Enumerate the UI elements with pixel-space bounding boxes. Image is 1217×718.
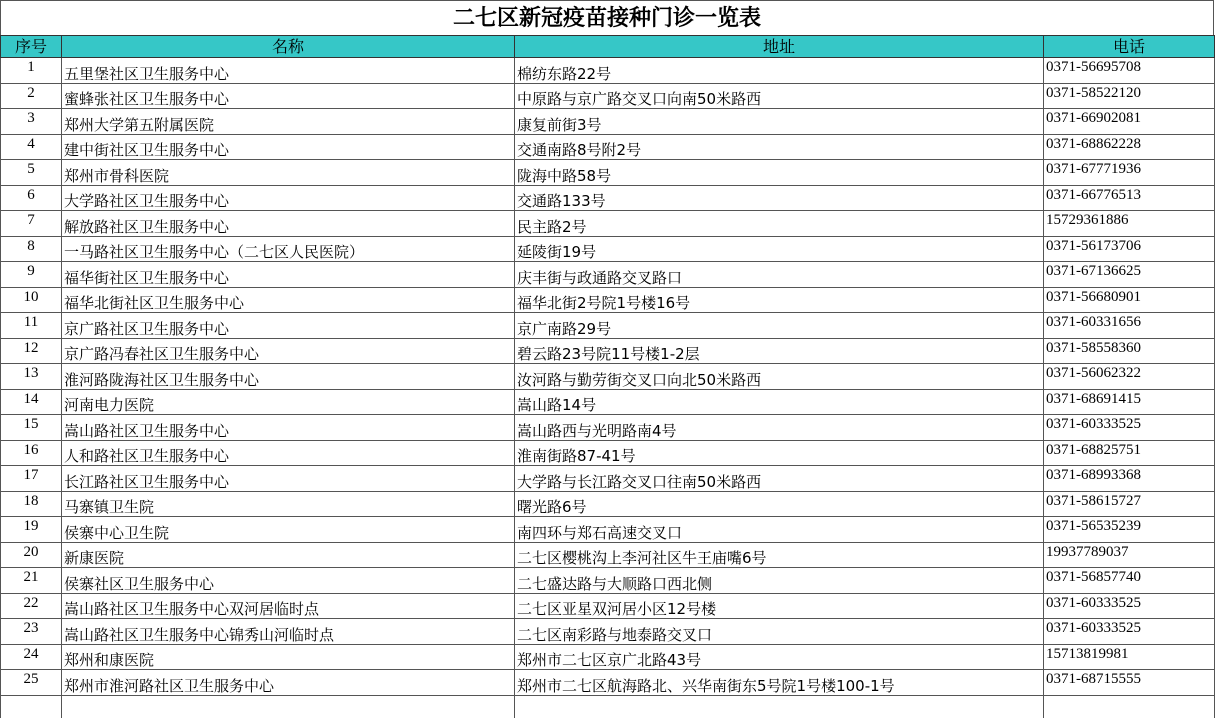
cell-address[interactable]: 大学路与长江路交叉口往南50米路西 [515, 466, 1044, 492]
cell-phone[interactable]: 19937789037 [1044, 542, 1215, 568]
cell-address[interactable]: 延陵街19号 [515, 236, 1044, 262]
cell-name[interactable]: 建中街社区卫生服务中心 [62, 134, 515, 160]
cell-phone[interactable]: 0371-56062322 [1044, 364, 1215, 390]
table-row [1, 491, 1215, 517]
header-row [1, 36, 1215, 58]
cell-address[interactable]: 嵩山路西与光明路南4号 [515, 415, 1044, 441]
cell-address[interactable]: 淮南街路87-41号 [515, 440, 1044, 466]
cell-index[interactable]: 15 [1, 415, 62, 441]
table-row [1, 313, 1215, 339]
cell-phone[interactable]: 0371-68715555 [1044, 670, 1215, 696]
table-row [1, 134, 1215, 160]
cell-address[interactable]: 汝河路与勤劳街交叉口向北50米路西 [515, 364, 1044, 390]
cell-address[interactable]: 南四环与郑石高速交叉口 [515, 517, 1044, 543]
cell-address[interactable]: 福华北街2号院1号楼16号 [515, 287, 1044, 313]
cell-name[interactable]: 侯寨中心卫生院 [62, 517, 515, 543]
cell-phone[interactable]: 0371-66776513 [1044, 185, 1215, 211]
header-address[interactable]: 地址 [515, 36, 1044, 58]
header-phone[interactable]: 电话 [1044, 36, 1215, 58]
table-row [1, 211, 1215, 237]
cell-address[interactable]: 京广南路29号 [515, 313, 1044, 339]
cell-index[interactable]: 23 [1, 619, 62, 645]
sheet-title: 二七区新冠疫苗接种门诊一览表 [0, 0, 1214, 35]
table-row [1, 58, 1215, 84]
cell-index[interactable]: 1 [1, 58, 62, 84]
cell-phone[interactable]: 0371-60331656 [1044, 313, 1215, 339]
cell-name[interactable]: 长江路社区卫生服务中心 [62, 466, 515, 492]
cell-index[interactable]: 14 [1, 389, 62, 415]
table-row [1, 593, 1215, 619]
cell-index[interactable]: 9 [1, 262, 62, 288]
cell-index[interactable]: 25 [1, 670, 62, 696]
table-row [1, 619, 1215, 645]
cell-address[interactable]: 棉纺东路22号 [515, 58, 1044, 84]
cell-phone[interactable]: 0371-60333525 [1044, 415, 1215, 441]
cell-address[interactable]: 中原路与京广路交叉口向南50米路西 [515, 83, 1044, 109]
cell-index[interactable]: 11 [1, 313, 62, 339]
cell-index[interactable]: 17 [1, 466, 62, 492]
cell-index[interactable]: 16 [1, 440, 62, 466]
cell-name[interactable]: 新康医院 [62, 542, 515, 568]
table-row [1, 568, 1215, 594]
table-row [1, 415, 1215, 441]
cell-address[interactable]: 二七区樱桃沟上李河社区牛王庙嘴6号 [515, 542, 1044, 568]
table-row [1, 466, 1215, 492]
header-index[interactable]: 序号 [1, 36, 62, 58]
cell-phone[interactable]: 0371-56695708 [1044, 58, 1215, 84]
cell-phone[interactable]: 0371-68862228 [1044, 134, 1215, 160]
cell-name[interactable]: 福华街社区卫生服务中心 [62, 262, 515, 288]
table-row [1, 236, 1215, 262]
table-row [1, 542, 1215, 568]
cell-name[interactable]: 侯寨社区卫生服务中心 [62, 568, 515, 594]
cell-address[interactable]: 二七区亚星双河居小区12号楼 [515, 593, 1044, 619]
clinic-table [0, 35, 1215, 718]
cell-name[interactable]: 一马路社区卫生服务中心（二七区人民医院） [62, 236, 515, 262]
cell-name[interactable]: 郑州和康医院 [62, 644, 515, 670]
cell-phone[interactable]: 0371-68993368 [1044, 466, 1215, 492]
cell-index[interactable]: 4 [1, 134, 62, 160]
cell-phone[interactable]: 0371-60333525 [1044, 619, 1215, 645]
cell-address[interactable]: 嵩山路14号 [515, 389, 1044, 415]
empty-cell[interactable] [1044, 695, 1215, 718]
cell-name[interactable]: 福华北街社区卫生服务中心 [62, 287, 515, 313]
cell-address[interactable]: 康复前街3号 [515, 109, 1044, 135]
cell-name[interactable]: 郑州市骨科医院 [62, 160, 515, 186]
cell-address[interactable]: 郑州市二七区京广北路43号 [515, 644, 1044, 670]
cell-phone[interactable]: 0371-56173706 [1044, 236, 1215, 262]
cell-index[interactable]: 10 [1, 287, 62, 313]
cell-index[interactable]: 2 [1, 83, 62, 109]
cell-phone[interactable]: 0371-67136625 [1044, 262, 1215, 288]
cell-index[interactable]: 12 [1, 338, 62, 364]
table-row [1, 109, 1215, 135]
cell-phone[interactable]: 0371-56680901 [1044, 287, 1215, 313]
cell-address[interactable]: 交通南路8号附2号 [515, 134, 1044, 160]
table-row [1, 440, 1215, 466]
table-row [1, 670, 1215, 696]
cell-index[interactable]: 22 [1, 593, 62, 619]
table-row [1, 287, 1215, 313]
cell-name[interactable]: 河南电力医院 [62, 389, 515, 415]
table-row [1, 262, 1215, 288]
cell-phone[interactable]: 15729361886 [1044, 211, 1215, 237]
cell-address[interactable]: 交通路133号 [515, 185, 1044, 211]
cell-index[interactable]: 19 [1, 517, 62, 543]
cell-address[interactable]: 郑州市二七区航海路北、兴华南街东5号院1号楼100-1号 [515, 670, 1044, 696]
cell-name[interactable]: 郑州大学第五附属医院 [62, 109, 515, 135]
cell-address[interactable]: 陇海中路58号 [515, 160, 1044, 186]
cell-name[interactable]: 蜜蜂张社区卫生服务中心 [62, 83, 515, 109]
cell-phone[interactable]: 0371-66902081 [1044, 109, 1215, 135]
table-row [1, 83, 1215, 109]
cell-address[interactable]: 民主路2号 [515, 211, 1044, 237]
table-row [1, 389, 1215, 415]
cell-name[interactable]: 五里堡社区卫生服务中心 [62, 58, 515, 84]
cell-name[interactable]: 淮河路陇海社区卫生服务中心 [62, 364, 515, 390]
header-name[interactable]: 名称 [62, 36, 515, 58]
cell-name[interactable]: 大学路社区卫生服务中心 [62, 185, 515, 211]
empty-row [1, 695, 1215, 718]
cell-index[interactable]: 18 [1, 491, 62, 517]
cell-address[interactable]: 二七盛达路与大顺路口西北侧 [515, 568, 1044, 594]
table-row [1, 644, 1215, 670]
cell-address[interactable]: 碧云路23号院11号楼1-2层 [515, 338, 1044, 364]
cell-name[interactable]: 嵩山路社区卫生服务中心锦秀山河临时点 [62, 619, 515, 645]
cell-address[interactable]: 庆丰街与政通路交叉路口 [515, 262, 1044, 288]
cell-phone[interactable]: 0371-58558360 [1044, 338, 1215, 364]
empty-cell[interactable] [62, 695, 515, 718]
cell-name[interactable]: 嵩山路社区卫生服务中心双河居临时点 [62, 593, 515, 619]
cell-index[interactable]: 20 [1, 542, 62, 568]
cell-index[interactable]: 7 [1, 211, 62, 237]
cell-address[interactable]: 二七区南彩路与地泰路交叉口 [515, 619, 1044, 645]
table-row [1, 517, 1215, 543]
cell-index[interactable]: 6 [1, 185, 62, 211]
cell-name[interactable]: 解放路社区卫生服务中心 [62, 211, 515, 237]
table-row [1, 364, 1215, 390]
cell-index[interactable]: 13 [1, 364, 62, 390]
cell-phone[interactable]: 0371-60333525 [1044, 593, 1215, 619]
table-row [1, 338, 1215, 364]
cell-name[interactable]: 郑州市淮河路社区卫生服务中心 [62, 670, 515, 696]
cell-phone[interactable]: 0371-56535239 [1044, 517, 1215, 543]
cell-phone[interactable]: 0371-56857740 [1044, 568, 1215, 594]
empty-cell[interactable] [515, 695, 1044, 718]
cell-phone[interactable]: 0371-58615727 [1044, 491, 1215, 517]
cell-name[interactable]: 京广路冯春社区卫生服务中心 [62, 338, 515, 364]
table-row [1, 160, 1215, 186]
cell-index[interactable]: 8 [1, 236, 62, 262]
cell-phone[interactable]: 0371-67771936 [1044, 160, 1215, 186]
cell-index[interactable]: 5 [1, 160, 62, 186]
empty-cell[interactable] [1, 695, 62, 718]
cell-phone[interactable]: 15713819981 [1044, 644, 1215, 670]
cell-phone[interactable]: 0371-68825751 [1044, 440, 1215, 466]
cell-index[interactable]: 21 [1, 568, 62, 594]
cell-address[interactable]: 曙光路6号 [515, 491, 1044, 517]
cell-name[interactable]: 人和路社区卫生服务中心 [62, 440, 515, 466]
cell-phone[interactable]: 0371-68691415 [1044, 389, 1215, 415]
cell-name[interactable]: 马寨镇卫生院 [62, 491, 515, 517]
cell-name[interactable]: 嵩山路社区卫生服务中心 [62, 415, 515, 441]
cell-name[interactable]: 京广路社区卫生服务中心 [62, 313, 515, 339]
cell-index[interactable]: 24 [1, 644, 62, 670]
cell-phone[interactable]: 0371-58522120 [1044, 83, 1215, 109]
cell-index[interactable]: 3 [1, 109, 62, 135]
table-row [1, 185, 1215, 211]
